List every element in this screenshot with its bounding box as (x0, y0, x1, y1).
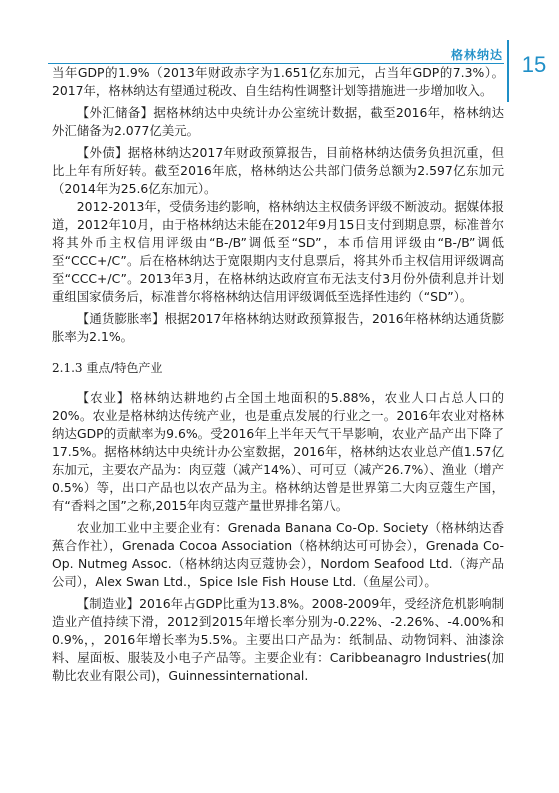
page-number: 15 (521, 52, 547, 77)
page-number-tab (507, 40, 559, 102)
paragraph-forex-reserves: 【外汇储备】据格林纳达中央统计办公室统计数据，截至2016年，格林纳达外汇储备为2.077亿美元。 (52, 105, 504, 138)
paragraph-external-debt: 【外债】据格林纳达2017年财政预算报告，目前格林纳达债务负担沉重，但比上年有所好转。截至2016年底，格林纳达公共部门债务总额为2.597亿东加元（2014年为25.6亿东加元）。 (52, 145, 504, 196)
section-heading: 2.1.3 重点/特色产业 (52, 361, 163, 375)
document-body (52, 64, 504, 685)
paragraph-inflation: 【通货膨胀率】根据2017年格林纳达财政预算报告，2016年格林纳达通货膨胀率为2.1%。 (52, 311, 504, 344)
paragraph-credit-rating: 2012-2013年，受债务违约影响，格林纳达主权债务评级不断波动。据媒体报道，2012年10月，由于格林纳达未能在2012年9月15日支付到期息票，标准普尔将其外币主权信用评级由“B-/B”调低至“SD”，本币信用评级由“B-/B”调低至“CCC+/C”。后在格林纳达于宽限期内支付息票后，将其外币主权信用评级调高至“CCC+/C”。2013年3月，在格林纳达政府宣布无法支付3月份外债利息并计划重组国家债务后，标准普尔将格林纳达信用评级调低至选择性违约（“SD”）。 (52, 199, 504, 304)
running-title: 格林纳达 (450, 48, 503, 62)
paragraph-gdp-deficit: 当年GDP的1.9%（2013年财政赤字为1.651亿东加元，占当年GDP的7.3%）。2017年，格林纳达有望通过税改、自生结构性调整计划等措施进一步增加收入。 (52, 65, 504, 98)
paragraph-manufacturing: 【制造业】2016年占GDP比重为13.8%。2008-2009年，受经济危机影响制造业产值持续下滑，2012到2015年增长率分别为-0.22%、-2.26%、-4.00%和0.9%，，2016年增长率为5.5%。主要出口产品为：纸制品、动物饲料、油漆涂料、屋面板、服装及小电子产品等。主要企业有：Caribbeanagro Industries(加勒比农业有限公司)，Guinnessinternational. (52, 596, 504, 683)
paragraph-agriculture: 【农业】格林纳达耕地约占全国土地面积的5.88%，农业人口占总人口的20%。农业是格林纳达传统产业，也是重点发展的行业之一。2016年农业对格林纳达GDP的贡献率为9.6%。受2016年上半年天气干旱影响，农业产品产出下降了17.5%。据格林纳达中央统计办公室数据，2016年，格林纳达农业总产值1.57亿东加元，主要农产品为：肉豆蔻（减产14%）、可可豆（减产26.7%）、渔业（增产0.5%）等，出口产品也以农产品为主。格林纳达曾是世界第二大肉豆蔻生产国，有“香料之国”之称,2015年肉豆蔻产量世界排名第八。 (52, 390, 504, 513)
paragraph-agro-companies: 农业加工业中主要企业有：Grenada Banana Co-Op. Society（格林纳达香蕉合作社），Grenada Cocoa Association（格林纳达可可协会），Grenada Co-Op. Nutmeg Assoc.（格林纳达肉豆蔻协会），Nordom Seafood Ltd.（海产品公司），Alex Swan Ltd.，Spice Isle Fish House Ltd.（鱼屋公司）。 (52, 520, 504, 589)
